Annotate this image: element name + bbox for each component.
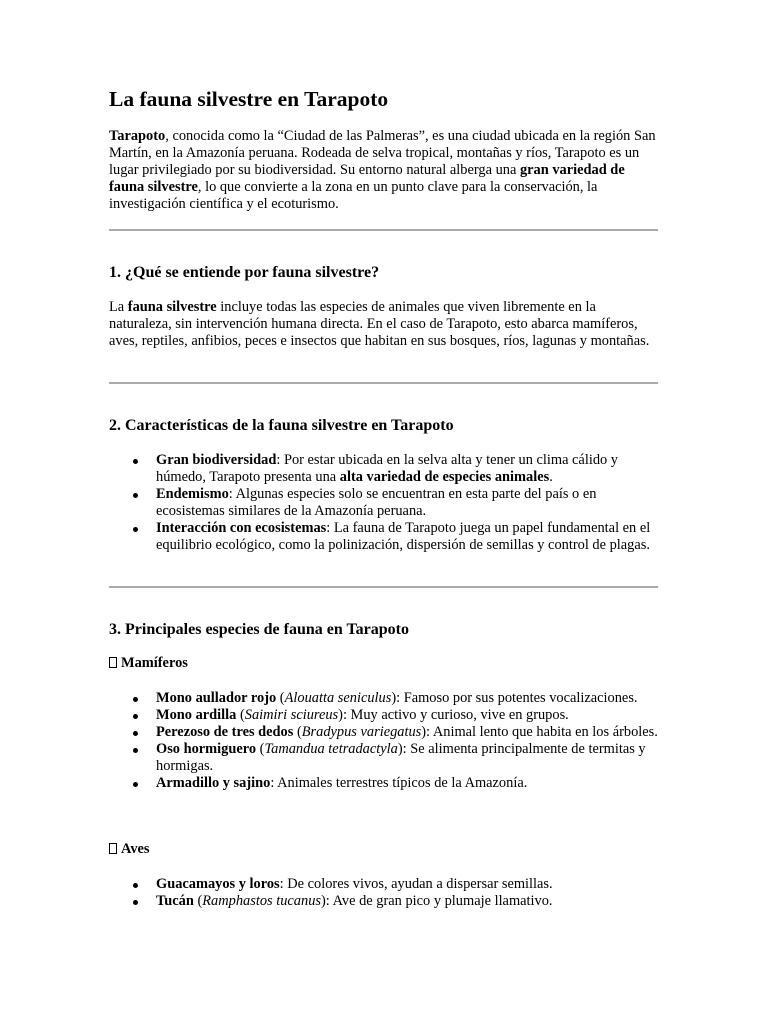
item-paren: (: [256, 741, 265, 757]
list-item: [156, 741, 658, 775]
item-text: ): Animal lento que habita en los árboles.: [421, 724, 658, 740]
item-bold: Tucán: [156, 893, 194, 909]
list-item: [156, 775, 658, 792]
list-item: [156, 690, 658, 707]
section-2-heading: 2. Características de la fauna silvestre en Tarapoto: [109, 417, 454, 434]
aves-heading: [109, 841, 150, 858]
item-text: : Animales terrestres típicos de la Amazonía.: [270, 775, 528, 791]
item-scientific-name: Saimiri sciureus: [244, 707, 339, 723]
item-bold-2: alta variedad de especies animales: [339, 469, 550, 485]
item-scientific-name: Tamandua tetradactyla: [264, 741, 398, 757]
section-2-list: [109, 452, 658, 554]
intro-bold-fauna: gran variedad de fauna silvestre: [109, 162, 625, 195]
box-glyph-icon: [109, 657, 117, 668]
item-text: ): Se alimenta principalmente de termitas y hormigas.: [156, 741, 646, 774]
item-text-2: .: [549, 469, 553, 485]
bullet-icon: [133, 493, 138, 498]
list-item: [156, 452, 658, 486]
list-item: [156, 707, 658, 724]
item-bold: Oso hormiguero: [156, 741, 257, 757]
intro-bold-tarapoto: Tarapoto: [109, 128, 166, 144]
list-item: [156, 520, 658, 554]
item-text: : Por estar ubicada en la selva alta y tener un clima cálido y húmedo, Tarapoto presenta una: [156, 452, 619, 485]
bullet-icon: [133, 697, 138, 702]
mamiferos-heading: [109, 655, 188, 672]
divider-2: [109, 382, 658, 384]
item-bold: Endemismo: [156, 486, 229, 502]
bullet-icon: [133, 459, 138, 464]
list-item: [156, 876, 658, 893]
bullet-icon: [133, 748, 138, 753]
item-bold: Mono aullador rojo: [156, 690, 277, 706]
bullet-icon: [133, 527, 138, 532]
item-scientific-name: Alouatta seniculus: [284, 690, 392, 706]
item-bold: Gran biodiversidad: [156, 452, 277, 468]
item-bold: Interacción con ecosistemas: [156, 520, 327, 536]
box-glyph-icon: [109, 843, 117, 854]
item-scientific-name: Bradypus variegatus: [301, 724, 422, 740]
item-paren: (: [193, 893, 203, 909]
aves-heading-label: Aves: [121, 841, 150, 857]
item-text: : La fauna de Tarapoto juega un papel fundamental en el equilibrio ecológico, como la polinización, dispersión de semillas y control de plagas.: [156, 520, 651, 553]
intro-text-2: , lo que convierte a la zona en un punto clave para la conservación, la investigación científica y el ecoturismo.: [109, 179, 598, 212]
item-bold: Guacamayos y loros: [156, 876, 280, 892]
item-paren: (: [276, 690, 285, 706]
intro-text-1: , conocida como la “Ciudad de las Palmeras”, es una ciudad ubicada en la región San Martín, en la Amazonía peruana. Rodeada de selva tropical, montañas y ríos, Tarapoto es un lugar privilegiado por su biodiversidad. Su entorno natural alberga una: [109, 128, 656, 178]
section-1-paragraph: [109, 299, 658, 350]
mamiferos-list: [109, 690, 658, 792]
item-bold: Perezoso de tres dedos: [156, 724, 294, 740]
bullet-icon: [133, 900, 138, 905]
item-text: ): Ave de gran pico y plumaje llamativo.: [321, 893, 553, 909]
bullet-icon: [133, 883, 138, 888]
item-text: : Algunas especies solo se encuentran en esta parte del país o en ecosistemas similares de la Amazonía peruana.: [156, 486, 597, 519]
item-bold: Mono ardilla: [156, 707, 237, 723]
bullet-icon: [133, 714, 138, 719]
section-1-heading: 1. ¿Qué se entiende por fauna silvestre?: [109, 264, 380, 281]
list-item: [156, 724, 658, 741]
list-item: [156, 893, 658, 910]
section-3-heading: 3. Principales especies de fauna en Tarapoto: [109, 621, 410, 638]
page-title: La fauna silvestre en Tarapoto: [109, 87, 389, 111]
item-paren: (: [293, 724, 302, 740]
section-1-bold: fauna silvestre: [127, 299, 217, 315]
list-item: [156, 486, 658, 520]
item-text: : De colores vivos, ayudan a dispersar semillas.: [279, 876, 553, 892]
intro-paragraph: [109, 128, 658, 213]
item-bold: Armadillo y sajino: [156, 775, 271, 791]
bullet-icon: [133, 731, 138, 736]
divider-3: [109, 586, 658, 588]
item-paren: (: [236, 707, 245, 723]
mamiferos-heading-label: Mamíferos: [121, 655, 188, 671]
item-text: ): Muy activo y curioso, vive en grupos.: [338, 707, 569, 723]
section-1-text-2: incluye todas las especies de animales que viven libremente en la naturaleza, sin intervención humana directa. En el caso de Tarapoto, esto abarca mamíferos, aves, reptiles, anfibios, peces e insectos que habitan en sus bosques, ríos, lagunas y montañas.: [109, 299, 650, 349]
aves-list: [109, 876, 658, 910]
bullet-icon: [133, 782, 138, 787]
section-1-text-1: La: [109, 299, 128, 315]
item-text: ): Famoso por sus potentes vocalizaciones.: [391, 690, 638, 706]
divider-1: [109, 229, 658, 231]
item-scientific-name: Ramphastos tucanus: [202, 893, 321, 909]
